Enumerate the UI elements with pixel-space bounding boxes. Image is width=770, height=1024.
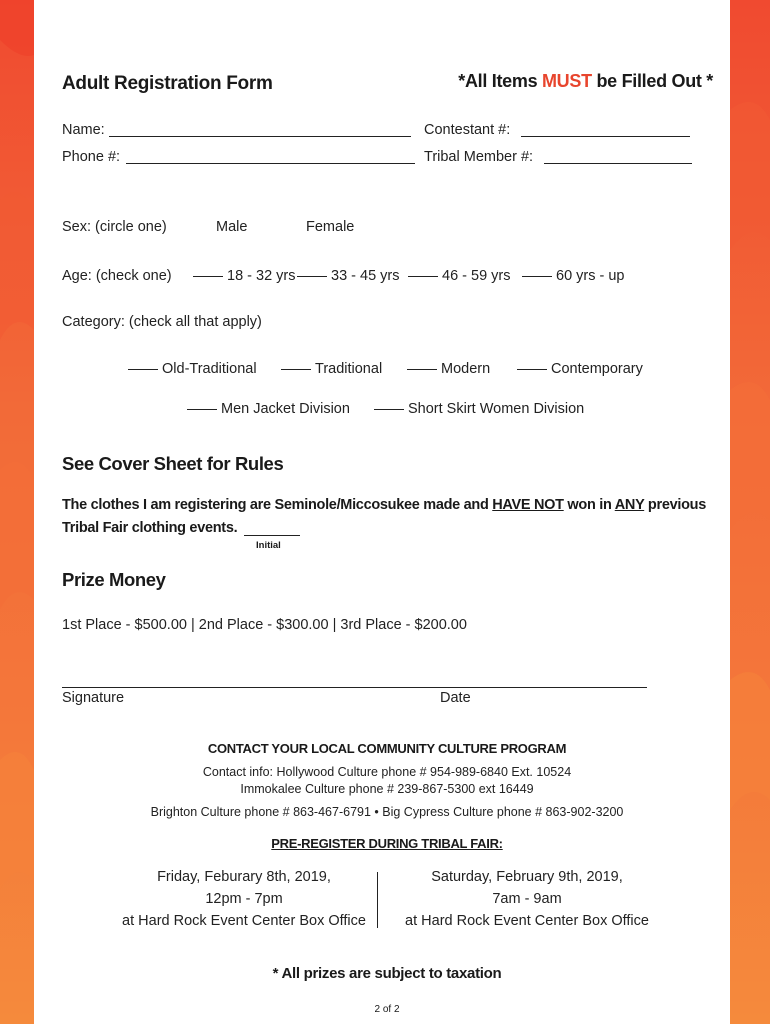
prize-heading: Prize Money (62, 569, 166, 590)
checkbox-blank[interactable] (193, 276, 223, 277)
age-label: Age: (check one) (62, 268, 172, 284)
signature-field[interactable] (62, 687, 647, 688)
sex-option-male[interactable]: Male (216, 219, 248, 235)
checkbox-blank[interactable] (522, 276, 552, 277)
category-traditional[interactable]: Traditional (281, 361, 382, 377)
category-modern[interactable]: Modern (407, 361, 490, 377)
signature-label: Signature (62, 690, 125, 706)
friday-date: Friday, Feburary 8th, 2019, (157, 869, 331, 885)
checkbox-blank[interactable] (187, 409, 217, 410)
contact-line-brighton-bigcypress: Brighton Culture phone # 863-467-6791 • Big Cypress Culture phone # 863-902-3200 (150, 805, 624, 819)
category-short-skirt[interactable]: Short Skirt Women Division (374, 401, 584, 417)
contestant-label: Contestant #: (424, 122, 511, 138)
age-option-18-32[interactable]: 18 - 32 yrs (193, 268, 296, 284)
date-label: Date (440, 690, 471, 706)
category-contemporary[interactable]: Contemporary (517, 361, 643, 377)
phone-label: Phone #: (62, 149, 121, 165)
sex-label: Sex: (circle one) (62, 219, 167, 235)
phone-field[interactable] (126, 163, 415, 164)
taxation-notice: * All prizes are subject to taxation (272, 965, 502, 982)
sex-option-female[interactable]: Female (306, 219, 355, 235)
form-title: Adult Registration Form (62, 73, 273, 94)
checkbox-blank[interactable] (297, 276, 327, 277)
preregister-heading: PRE-REGISTER DURING TRIBAL FAIR: (271, 836, 503, 851)
required-notice: *All Items MUST be Filled Out * (458, 71, 713, 91)
saturday-date: Saturday, February 9th, 2019, (431, 869, 623, 885)
contact-line-immokalee: Immokalee Culture phone # 239-867-5300 ext 16449 (240, 782, 534, 796)
name-field[interactable] (109, 136, 411, 137)
friday-hours: 12pm - 7pm (205, 891, 283, 907)
contestant-number-field[interactable] (521, 136, 690, 137)
age-option-33-45[interactable]: 33 - 45 yrs (297, 268, 400, 284)
friday-location: at Hard Rock Event Center Box Office (122, 913, 366, 929)
checkbox-blank[interactable] (408, 276, 438, 277)
category-label: Category: (check all that apply) (62, 314, 262, 330)
saturday-location: at Hard Rock Event Center Box Office (405, 913, 649, 929)
checkbox-blank[interactable] (374, 409, 404, 410)
prize-amounts: 1st Place - $500.00 | 2nd Place - $300.00 | 3rd Place - $200.00 (62, 617, 467, 633)
eligibility-statement: The clothes I am registering are Seminole/Miccosukee made and HAVE NOT won in ANY previous (62, 497, 706, 513)
preregister-friday (114, 866, 374, 932)
name-label: Name: (62, 122, 105, 138)
checkbox-blank[interactable] (128, 369, 158, 370)
form-page (34, 0, 730, 1024)
tribal-member-label: Tribal Member #: (424, 149, 534, 165)
checkbox-blank[interactable] (517, 369, 547, 370)
tribal-member-field[interactable] (544, 163, 692, 164)
saturday-hours: 7am - 9am (492, 891, 562, 907)
contact-heading: CONTACT YOUR LOCAL COMMUNITY CULTURE PROGRAM (207, 741, 567, 756)
rules-heading: See Cover Sheet for Rules (62, 453, 284, 474)
right-decorative-border (730, 0, 770, 1024)
age-option-60-up[interactable]: 60 yrs - up (522, 268, 625, 284)
checkbox-blank[interactable] (281, 369, 311, 370)
schedule-divider (377, 872, 378, 928)
left-decorative-border (0, 0, 34, 1024)
contact-line-hollywood: Contact info: Hollywood Culture phone # 954-989-6840 Ext. 10524 (202, 765, 572, 779)
page-number: 2 of 2 (374, 1004, 400, 1015)
eligibility-statement-line2: Tribal Fair clothing events. (62, 520, 238, 536)
initial-field[interactable] (244, 535, 300, 536)
checkbox-blank[interactable] (407, 369, 437, 370)
age-option-46-59[interactable]: 46 - 59 yrs (408, 268, 511, 284)
category-men-jacket[interactable]: Men Jacket Division (187, 401, 350, 417)
category-old-traditional[interactable]: Old-Traditional (128, 361, 257, 377)
initial-label: Initial (256, 540, 281, 551)
preregister-saturday (396, 866, 658, 932)
